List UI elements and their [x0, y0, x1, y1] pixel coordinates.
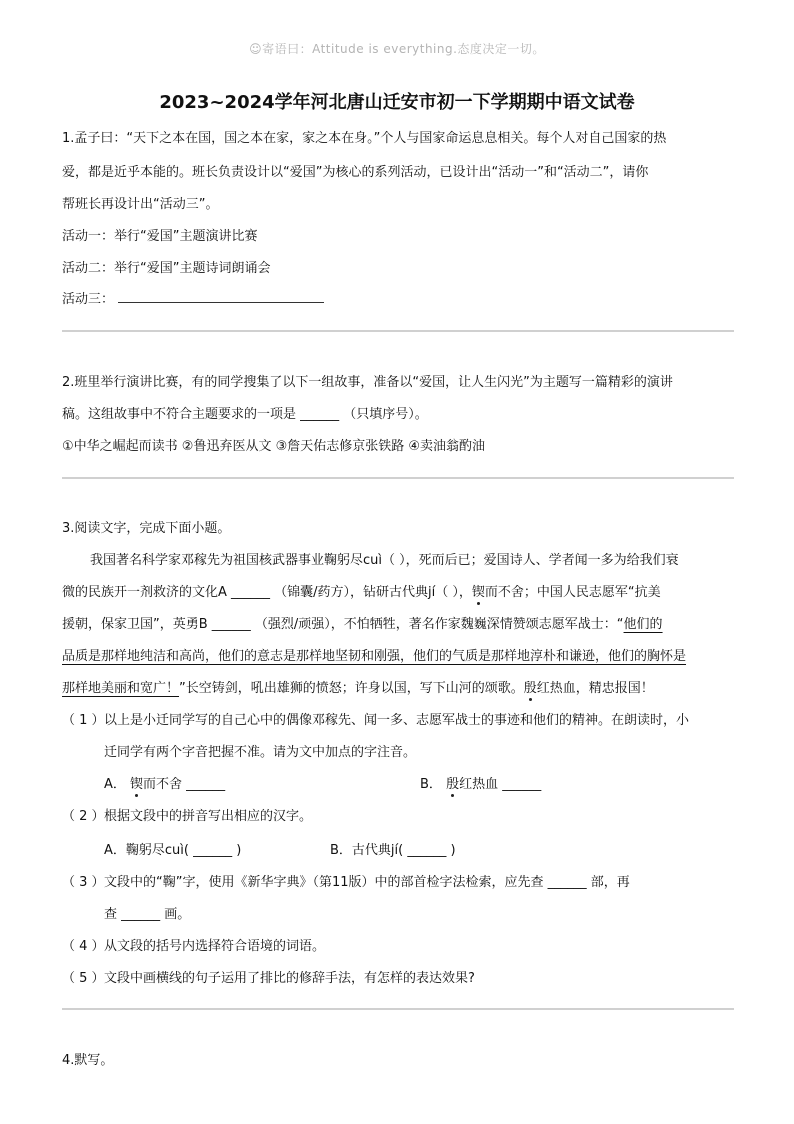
- q3-sub-5-number: （ 5 ）: [62, 971, 105, 986]
- q3-passage-line-2-pre: 微的民族开一剂救济的文化A ______ （锦囊/药方），钻研古代典jí（ ），: [62, 585, 472, 600]
- q3-sub-2-number: （ 2 ）: [62, 809, 105, 824]
- q3-sub-2: [62, 801, 734, 833]
- q2-line-2: 稿。这组故事中不符合主题要求的一项是 ______ （只填序号）。: [62, 407, 428, 422]
- header-motto: ☺寄语曰：Attitude is everything.态度决定一切。: [249, 42, 545, 56]
- q2-line-1: 2.班里举行演讲比赛，有的同学搜集了以下一组故事，准备以“爱国，让人生闪光”为主题写一篇精彩的演讲: [62, 375, 673, 390]
- q3-sub-2-option-b: B．古代典jí( ______ ): [330, 843, 456, 858]
- q3-sub-1-number: （ 1 ）: [62, 713, 105, 728]
- q3-sub-2-option-a: A．鞠躬尽cuì( ______ ): [104, 843, 242, 858]
- q4-heading: 4.默写。: [62, 1053, 114, 1068]
- q1-activity-1: 活动一：举行“爱国”主题演讲比赛: [62, 229, 258, 244]
- dotted-char-qie: 锲: [471, 585, 485, 600]
- q3-passage-line-4: [62, 641, 734, 673]
- q1-activity-2: 活动二：举行“爱国”主题诗词朗诵会: [62, 261, 271, 276]
- option-b-label: B．: [420, 777, 447, 792]
- dotted-char-yin: 殷: [523, 681, 537, 696]
- option-a-label: A．: [104, 777, 131, 792]
- q3-sub-3-number: （ 3 ）: [62, 875, 105, 890]
- q1-answer-blank[interactable]: [118, 288, 324, 303]
- q3-sub-3: [62, 867, 734, 899]
- q3-sub-1-text: 以上是小迁同学写的自己心中的偶像邓稼先、闻一多、志愿军战士的事迹和他们的精神。在朗读时，小: [104, 713, 690, 728]
- underlined-sentence-middle: 品质是那样地纯洁和高尚，他们的意志是那样地坚韧和刚强，他们的气质是那样地淳朴和谦逊，他们的胸怀是: [62, 649, 687, 664]
- option-a-text: 而不舍 ______: [143, 777, 226, 792]
- q1-activity-3-label: 活动三：: [62, 292, 115, 307]
- q1-line-1: 1.孟子曰：“天下之本在国，国之本在家，家之本在身。”个人与国家命运息息相关。每个人对自己国家的热: [62, 131, 667, 146]
- q2-options: ①中华之崛起而读书 ②鲁迅弃医从文 ③詹天佑志修京张铁路 ④卖油翁酌油: [62, 439, 486, 454]
- q3-passage-line-5-end: 红热血，精忠报国！: [536, 681, 654, 696]
- q1-activity-3: [62, 284, 734, 316]
- divider-1: [62, 330, 734, 332]
- q3-sub-4-number: （ 4 ）: [62, 939, 105, 954]
- option-b-dotted-char: 殷: [446, 777, 460, 792]
- q3-sub-4-text: 从文段的括号内选择符合语境的词语。: [104, 939, 326, 954]
- q3-sub-4: [62, 931, 734, 963]
- q3-passage-line-3: [62, 609, 734, 641]
- divider-2: [62, 477, 734, 479]
- q3-passage-line-3-pre: 援朝，保家卫国”，英勇B ______ （强烈/顽强），不怕牺牲，著名作家魏巍深情赞颂志愿军战士：“: [62, 617, 624, 632]
- q3-sub-1-line-2: 迁同学有两个字音把握不准。请为文中加点的字注音。: [104, 745, 417, 760]
- q1-line-2: 爱，都是近乎本能的。班长负责设计以“爱国”为核心的系列活动，已设计出“活动一”和“活动二”，请你: [62, 165, 649, 180]
- q3-sub-3-line-2: 查 ______ 画。: [104, 907, 191, 922]
- q3-passage-line-5: [62, 673, 734, 705]
- q3-passage-line-2-post: 而不舍；中国人民志愿军“抗美: [484, 585, 661, 600]
- underlined-sentence-start: 他们的: [623, 617, 663, 632]
- q3-heading: 3.阅读文字，完成下面小题。: [62, 521, 231, 536]
- q3-sub-5-text: 文段中画横线的句子运用了排比的修辞手法，有怎样的表达效果?: [104, 971, 475, 986]
- q3-sub-1-option-b: [420, 769, 720, 801]
- q3-sub-2-text: 根据文段中的拼音写出相应的汉字。: [104, 809, 313, 824]
- q3-sub-1-option-a: [104, 769, 404, 801]
- q1-line-3: 帮班长再设计出“活动三”。: [62, 197, 219, 212]
- divider-3: [62, 1008, 734, 1010]
- q3-sub-5: [62, 963, 734, 995]
- q3-passage-line-2: [62, 577, 734, 609]
- underlined-sentence-end: 那样地美丽和宽广！: [62, 681, 180, 696]
- exam-title: 2023~2024学年河北唐山迁安市初一下学期期中语文试卷: [159, 92, 635, 113]
- q3-sub-3-text: 文段中的“鞠”字，使用《新华字典》（第11版）中的部首检字法检索，应先查 ______ 部，再: [104, 875, 630, 890]
- option-b-text: 红热血 ______: [459, 777, 542, 792]
- q3-passage-line-5-mid: ”长空铸剑，吼出雄狮的愤怒；许身以国，写下山河的颂歌。: [179, 681, 524, 696]
- option-a-dotted-char: 锲: [130, 777, 144, 792]
- q3-sub-1: [62, 705, 734, 737]
- q3-passage-line-1: 我国著名科学家邓稼先为祖国核武器事业鞠躬尽cuì（ ），死而后已；爱国诗人、学者闻一多为给我们衰: [90, 553, 679, 568]
